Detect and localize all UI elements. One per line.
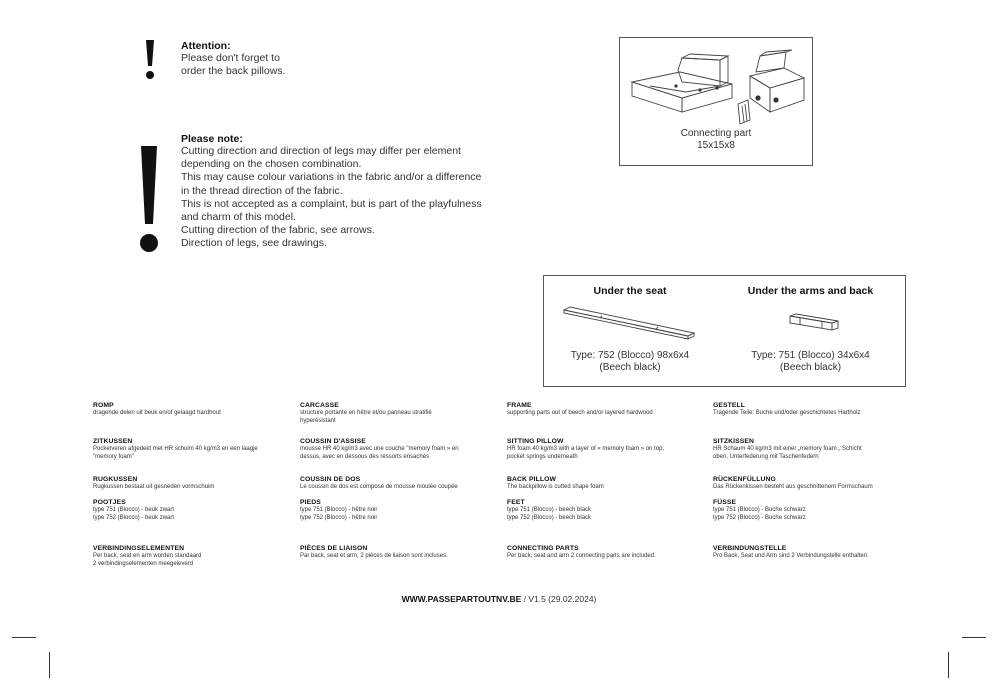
section-text: pocket springs underneath — [507, 453, 578, 460]
section-text: Pro Back, Seat und Arm sind 2 Verbindungstelle enthalten. — [713, 553, 869, 559]
section-heading: ROMP — [93, 402, 114, 409]
crop-mark-left-horizontal — [12, 637, 36, 638]
section-connecting-parts — [507, 545, 707, 561]
note-line: in the thread direction of the fabric. — [181, 184, 343, 197]
section-text: Par back, seat et arm, 2 pièces de liaison sont incluses. — [300, 553, 448, 559]
section-text: mousse HR 40 kg/m3 avec une couche "memory foam » en — [300, 446, 459, 452]
arms-leg-finish: (Beech black) — [779, 362, 842, 373]
section-gestell — [713, 402, 913, 438]
note-line: This is not accepted as a complaint, but is part of the playfulness — [181, 197, 482, 210]
section-rueckenfuellung — [713, 476, 913, 499]
attention-line: order the back pillows. — [181, 65, 286, 78]
attention-text — [181, 52, 285, 78]
please-note-text — [181, 145, 482, 251]
seat-leg-caption — [544, 350, 716, 374]
section-text: Rugkussen bestaat uit gesneden vormschuim — [93, 484, 215, 490]
section-heading: SITZKISSEN — [713, 438, 755, 445]
under-arms-header: Under the arms and back — [747, 285, 874, 297]
section-text: type 751 (Blocco) - hêtre noir — [300, 507, 378, 513]
section-heading: RÜCKENFÜLLUNG — [713, 476, 776, 483]
section-heading: SITTING PILLOW — [507, 438, 564, 445]
section-text: type 752 (Blocco) - beech black — [507, 514, 592, 521]
section-heading: VERBINDUNGSTELLE — [713, 545, 787, 552]
section-text: Le coussin de dos est composé de mousse moulée coupée — [300, 484, 458, 490]
section-zitkussen — [93, 438, 293, 476]
arms-leg-caption — [716, 350, 905, 374]
legs-box — [543, 275, 906, 387]
section-text: type 752 (Blocco) - Buche schwarz — [713, 514, 806, 521]
section-heading: PIEDS — [300, 499, 321, 506]
column-english — [507, 402, 707, 561]
section-fuesse — [713, 499, 913, 545]
section-text: The backpillow is cutted shape foam — [507, 484, 604, 490]
footer-website: WWW.PASSEPARTOUTNV.BE — [401, 594, 522, 604]
footer — [0, 594, 998, 604]
section-back-pillow — [507, 476, 707, 499]
note-line: Direction of legs, see drawings. — [181, 237, 327, 250]
section-text: type 751 (Blocco) - beech black — [507, 507, 592, 513]
section-frame — [507, 402, 707, 438]
section-text: type 751 (Blocco) - beuk zwart — [93, 507, 175, 513]
section-heading: GESTELL — [713, 402, 746, 409]
section-heading: FEET — [507, 499, 525, 506]
section-heading: COUSSIN D'ASSISE — [300, 438, 366, 445]
attention-line: Please don't forget to — [181, 52, 280, 64]
section-text: Per back, seat and arm 2 connecting parts are included. — [507, 553, 656, 559]
section-romp — [93, 402, 293, 438]
connecting-part-box — [619, 37, 813, 166]
column-french — [300, 402, 500, 561]
exclamation-icon-large — [138, 146, 160, 254]
section-verbindingselementen — [93, 545, 293, 568]
section-text: oben, Unterfederung mit Taschenfedern — [713, 453, 819, 460]
section-heading: COUSSIN DE DOS — [300, 476, 361, 483]
section-carcasse — [300, 402, 500, 438]
connecting-part-caption — [620, 128, 812, 152]
section-text: structure portante en hêtre et/ou panneau stratifié — [300, 410, 432, 416]
section-text: type 752 (Blocco) - hêtre noir — [300, 514, 378, 521]
section-text: Per back, seat en arm worden standaard — [93, 553, 202, 559]
section-pieds — [300, 499, 500, 545]
section-pootjes — [93, 499, 293, 545]
crop-mark-right-horizontal — [962, 637, 986, 638]
arms-leg-illustration — [716, 302, 905, 342]
arms-leg-type: Type: 751 (Blocco) 34x6x4 — [751, 350, 870, 361]
exclamation-icon-small — [144, 40, 156, 82]
section-text: Tragende Teile: Buche und/oder geschichtetes Hartholz — [713, 410, 861, 416]
please-note-title: Please note: — [181, 133, 243, 145]
attention-title: Attention: — [181, 40, 231, 52]
seat-leg-illustration — [544, 302, 716, 342]
section-text: type 752 (Blocco) - beuk zwart — [93, 514, 175, 521]
column-german — [713, 402, 913, 561]
section-heading: POOTJES — [93, 499, 126, 506]
section-heading: BACK PILLOW — [507, 476, 557, 483]
section-heading: CARCASSE — [300, 402, 339, 409]
section-text: HR Schaum 40 kg/m3 mit einer „memory foam „ Schicht — [713, 446, 862, 452]
seat-leg-type: Type: 752 (Blocco) 98x6x4 — [570, 350, 690, 361]
connecting-caption-line1: Connecting part — [680, 128, 752, 139]
section-verbindungstelle — [713, 545, 913, 561]
section-heading: FRAME — [507, 402, 532, 409]
section-heading: PIÈCES DE LIAISON — [300, 545, 368, 552]
section-heading: ZITKUSSEN — [93, 438, 133, 445]
section-text: type 751 (Blocco) - Buche schwarz — [713, 507, 806, 513]
section-text: Das Rückenkissen besteht aus geschnittenem Formschaum — [713, 484, 873, 490]
note-line: This may cause colour variations in the fabric and/or a difference — [181, 171, 482, 184]
section-text: supporting parts out of beech and/or layered hardwood — [507, 410, 653, 416]
section-rugkussen — [93, 476, 293, 499]
section-text: dessus, avec en dessous des ressorts ensachés — [300, 453, 430, 460]
section-text: "memory foam" — [93, 453, 134, 460]
note-line: and charm of this model. — [181, 211, 296, 224]
under-seat-header: Under the seat — [593, 285, 667, 297]
attention-block — [181, 40, 285, 78]
section-feet — [507, 499, 707, 545]
section-heading: CONNECTING PARTS — [507, 545, 579, 552]
section-sitting-pillow — [507, 438, 707, 476]
crop-mark-left-vertical — [49, 652, 50, 678]
column-dutch — [93, 402, 293, 568]
section-coussin-dos — [300, 476, 500, 499]
section-heading: VERBINDINGSELEMENTEN — [93, 545, 185, 552]
sofa-connecting-illustration — [620, 42, 812, 132]
connecting-caption-line2: 15x15x8 — [697, 140, 735, 151]
note-line: depending on the chosen combination. — [181, 158, 362, 171]
section-heading: FÜSSE — [713, 499, 737, 506]
section-text: hyperésistant — [300, 417, 336, 424]
note-line: Cutting direction and direction of legs may differ per element — [181, 145, 461, 157]
section-sitzkissen — [713, 438, 913, 476]
section-text: 2 verbindingselementen meegeleverd — [93, 560, 194, 567]
section-text: HR foam 40 kg/m3 with a layer of « memory foam » on top, — [507, 446, 665, 452]
section-text: dragende delen uit beuk en/of gelaagd hardhout — [93, 410, 221, 416]
seat-leg-finish: (Beech black) — [599, 362, 661, 373]
section-heading: RUGKUSSEN — [93, 476, 138, 483]
crop-mark-right-vertical — [948, 652, 949, 678]
note-line: Cutting direction of the fabric, see arrows. — [181, 224, 375, 237]
please-note-block — [181, 133, 482, 251]
footer-version: / V1.5 (29.02.2024) — [521, 594, 597, 604]
section-pieces-liaison — [300, 545, 500, 561]
section-text: Pocketveren afgedekt met HR schuim 40 kg/m3 en een laagje — [93, 446, 258, 452]
section-coussin-assise — [300, 438, 500, 476]
